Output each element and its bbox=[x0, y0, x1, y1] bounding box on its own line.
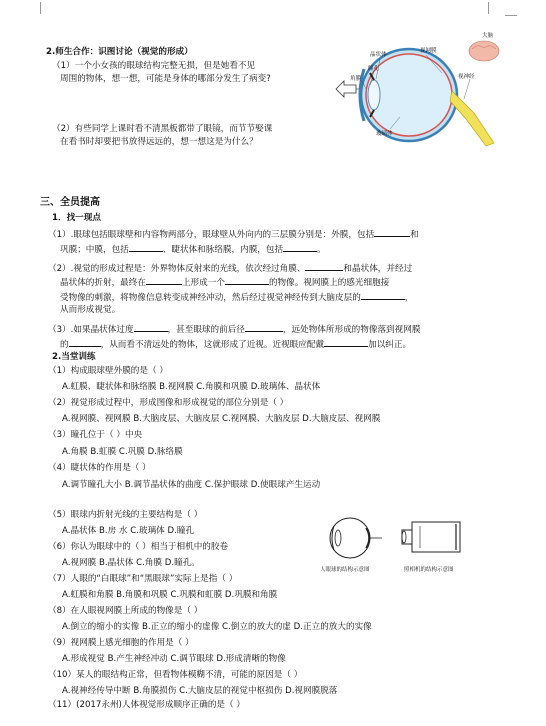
label-brain: 大脑 bbox=[482, 33, 494, 39]
mc-options-2: A.视网膜、视网膜 B.大脑皮层、大脑皮层 C.视网膜、大脑皮层 D.大脑皮层、视网膜 bbox=[62, 414, 381, 424]
mc-question-7: （7）人眼的“白眼球”和“黑眼球”实际上是指（ ） bbox=[48, 574, 238, 584]
text: ， bbox=[404, 293, 414, 303]
fill-line-2b bbox=[60, 275, 389, 289]
label-cornea: 角膜 bbox=[350, 76, 362, 82]
text: ，甚至眼球的前后径 bbox=[167, 325, 245, 335]
fill-line-2d: 从而形成视觉。 bbox=[60, 305, 121, 315]
crop-mark-right-edge bbox=[505, 15, 517, 16]
mc-question-1: （1）构成眼球壁外膜的是（ ） bbox=[48, 366, 168, 376]
label-vitreous: 玻璃体 bbox=[376, 131, 393, 137]
mc-options-8: A.倒立的缩小的实像 B.正立的缩小的虚像 C.倒立的放大的虚 D.正立的放大的实像 bbox=[62, 622, 372, 632]
blank[interactable] bbox=[283, 242, 317, 252]
text: 晶状体的折射，最终在 bbox=[60, 278, 146, 288]
fill-line-2c bbox=[60, 290, 413, 304]
text: 、睫状体和脉络膜，内膜，包括 bbox=[162, 245, 284, 255]
crop-mark-top-left bbox=[30, 2, 41, 14]
fill-line-1a bbox=[48, 227, 419, 241]
mc-options-6: A.视网膜 B.晶状体 C.角膜 D.瞳孔。 bbox=[62, 558, 200, 568]
text: （3）.如果晶状体过度 bbox=[48, 325, 134, 335]
mc-options-1: A.虹膜、睫状体和脉络膜 B.视网膜 C.角膜和巩膜 D.玻璃体、晶状体 bbox=[62, 382, 321, 392]
question-2-line-1: （2）有些同学上课时看不清黑板都带了眼镜，而节节娶课 bbox=[52, 124, 273, 134]
question-1-line-1: （1）一个小女孩的眼球结构完整无损，但是她看不见 bbox=[52, 61, 256, 71]
blank[interactable] bbox=[69, 337, 101, 347]
text: （2）.视觉的形成过程是：外界物体反射来的光线，依次经过角膜、 bbox=[48, 264, 306, 274]
mc-question-4: （4）睫状体的作用是（ ） bbox=[48, 463, 151, 473]
mc-question-9: （9）视网膜上感光细胞的作用是（ ） bbox=[48, 638, 194, 648]
text: 和晶状体，并经过 bbox=[343, 264, 413, 274]
section-3-title: 三、全员提高 bbox=[40, 197, 100, 208]
blank[interactable] bbox=[146, 275, 182, 285]
mc-options-5: A.晶状体 B.房 水 C.玻璃体 D.瞳孔 bbox=[62, 526, 195, 536]
text: 的 bbox=[60, 340, 69, 350]
mc-question-11: （11）(2017永州)人体视觉形成顺序正确的是（ ） bbox=[48, 700, 245, 710]
mc-question-3: （3）瞳孔位于（ ）中央 bbox=[48, 430, 143, 440]
mc-question-8: （8）在人眼视网膜上所成的物像是（ ） bbox=[48, 606, 203, 616]
blank[interactable] bbox=[324, 337, 368, 347]
label-optic-nerve: 视神经 bbox=[458, 74, 475, 80]
blank[interactable] bbox=[134, 322, 168, 332]
mc-options-7: A.虹膜和角膜 B.角膜和巩膜 C.巩膜和虹膜 D.巩膜和角膜 bbox=[62, 590, 278, 600]
mc-question-5: （5）眼球内折射光线的主要结构是（ ） bbox=[48, 510, 203, 520]
blank[interactable] bbox=[374, 227, 410, 237]
text: ，从而看不清远处的物体，这就形成了近视。近视眼应配戴 bbox=[100, 340, 325, 350]
label-retina: 视网膜 bbox=[420, 48, 437, 54]
crop-mark-top-right bbox=[488, 2, 499, 14]
text: 上形成一个 bbox=[181, 278, 225, 288]
eye-structure-diagram bbox=[334, 33, 502, 151]
text: 加以纠正。 bbox=[368, 340, 412, 350]
subsection-find-points: 1．找一现点 bbox=[52, 213, 101, 223]
blank[interactable] bbox=[361, 290, 405, 300]
text: ，远处物体所形成的物像落到视网膜 bbox=[282, 325, 421, 335]
mc-question-2: （2）视觉形成过程中，形成图像和形成视觉的部位分别是（ ） bbox=[48, 398, 289, 408]
mc-question-10: （10）某人的眼结构正常，但看物体模糊不清，可能的原因是（ ） bbox=[48, 670, 303, 680]
mc-options-4: A.调节瞳孔大小 B.调节晶状体的曲度 C.保护眼球 D.使眼球产生运动 bbox=[62, 480, 321, 490]
section-2-title: 2.师生合作：识图讨论（视觉的形成） bbox=[46, 47, 193, 57]
text: 巩膜；中膜，包括 bbox=[60, 245, 129, 255]
text: 受物像的刺激，将物像信息转变成神经冲动，然后经过视觉神经传到大脑皮层的 bbox=[60, 293, 361, 303]
fill-line-3a bbox=[48, 322, 420, 336]
mc-question-6: （6）你认为眼球中的（ ）相当于相机中的胶卷 bbox=[48, 542, 229, 552]
fill-line-2a bbox=[48, 261, 412, 275]
blank[interactable] bbox=[225, 275, 269, 285]
label-pupil: 瞳孔 bbox=[368, 66, 380, 72]
question-1-line-2: 周围的物体，想一想，可能是身体的哪部分发生了病变? bbox=[60, 74, 271, 84]
fill-line-3b bbox=[60, 337, 411, 351]
question-2-line-2: 在看书时却要把书放得远远的，想一想这是为什么？ bbox=[60, 137, 258, 147]
text: 的物像。视网膜上的感光细胞接 bbox=[268, 278, 390, 288]
eye-camera-figure bbox=[320, 512, 476, 576]
text: 和 bbox=[410, 230, 419, 240]
caption-eye-structure: 人眼球的结构示意图 bbox=[320, 567, 370, 573]
mc-options-3: A.角膜 B.虹膜 C.巩膜 D.脉络膜 bbox=[62, 447, 183, 457]
mc-options-10: A.视神经传导中断 B.角膜损伤 C.大脑皮层的视觉中枢损伤 D.视网膜脱落 bbox=[62, 686, 338, 696]
blank[interactable] bbox=[305, 261, 343, 271]
drill-title: 2.当堂训练 bbox=[52, 352, 96, 362]
caption-camera-structure: 照相机的结构示意图 bbox=[404, 567, 454, 573]
text: （1）.眼球包括眼球壁和内容物两部分，眼球壁从外向内的三层膜分别是：外膜，包括 bbox=[48, 230, 375, 240]
blank[interactable] bbox=[245, 322, 283, 332]
mc-options-9: A.形成视觉 B.产生神经冲动 C.调节眼球 D.形成清晰的物像 bbox=[62, 654, 286, 664]
text: 。 bbox=[317, 245, 326, 255]
label-lens: 晶状体 bbox=[370, 52, 387, 58]
fill-line-1b bbox=[60, 242, 326, 256]
blank[interactable] bbox=[129, 242, 163, 252]
